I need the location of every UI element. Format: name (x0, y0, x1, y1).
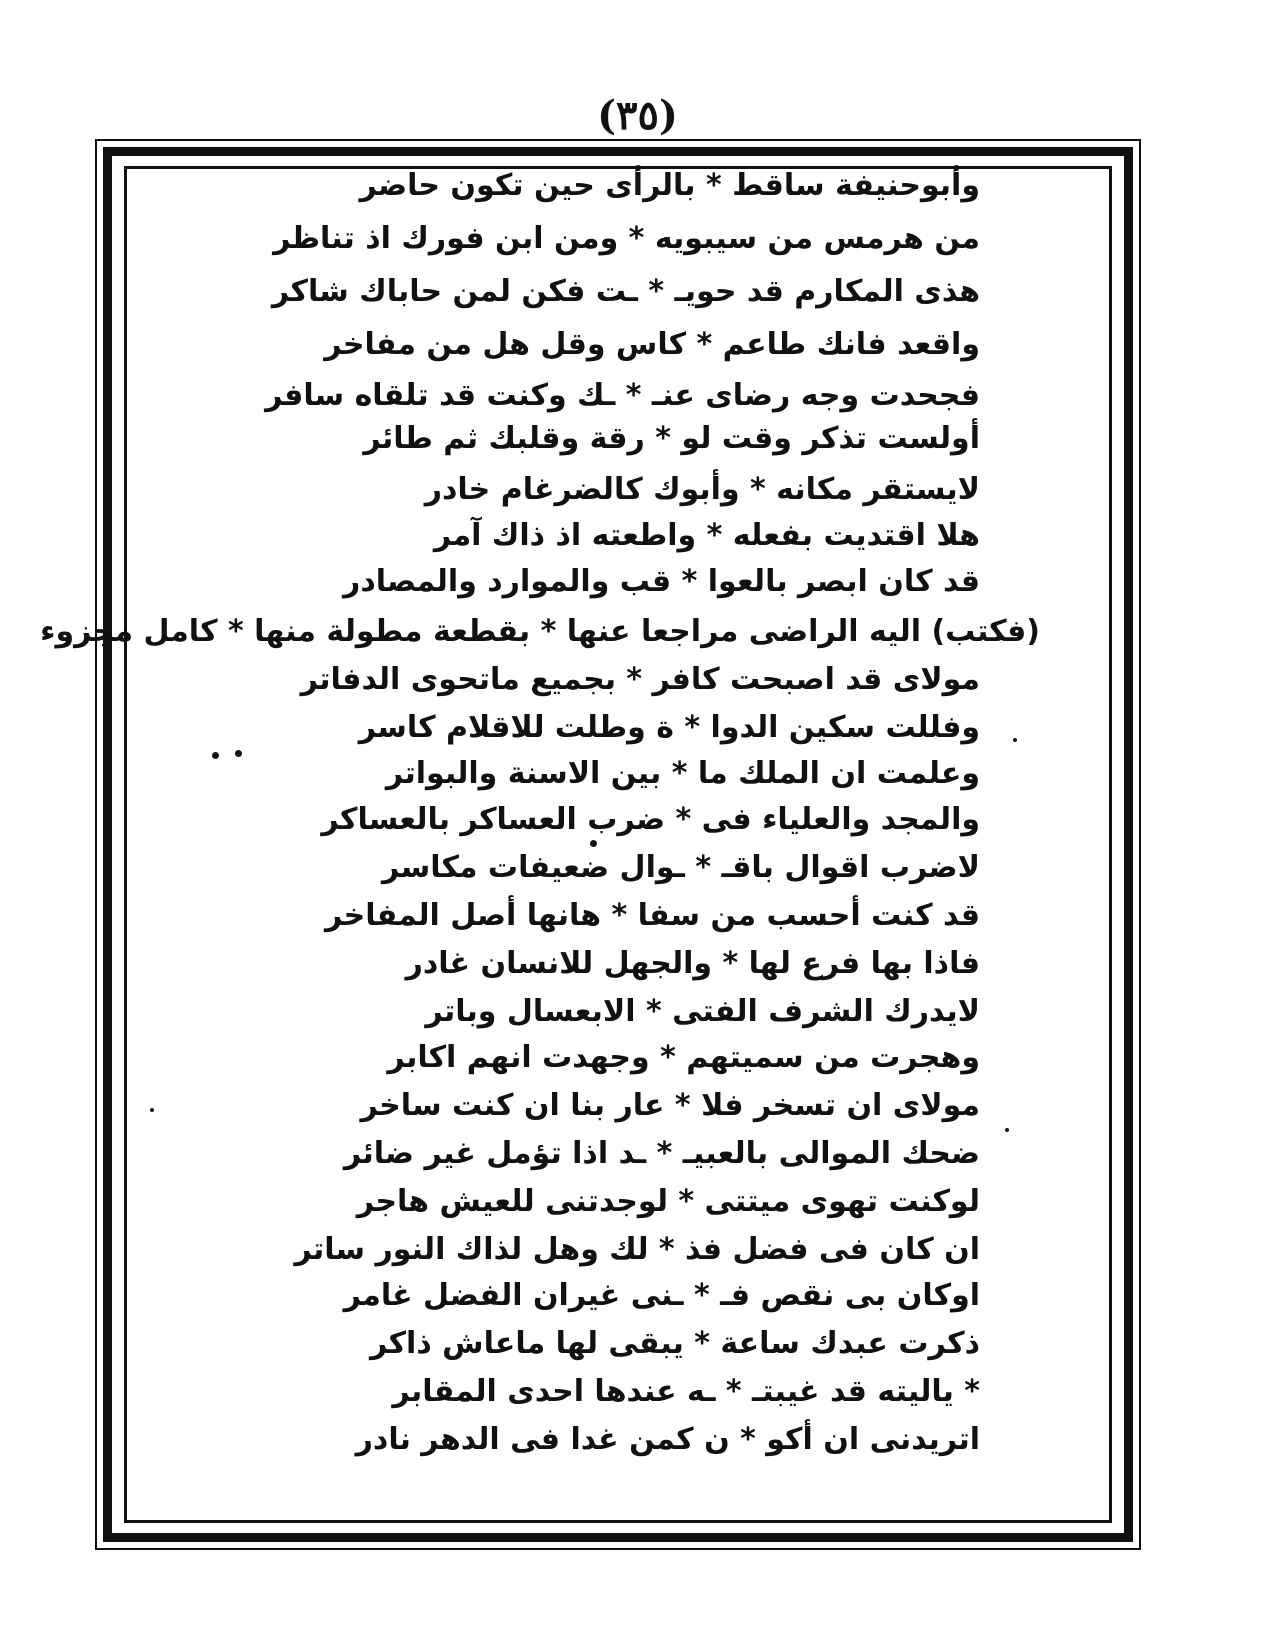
verse-line: والمجد والعلياء فى * ضرب العساكر بالعساكر (321, 802, 980, 837)
ink-speck (1005, 1128, 1009, 1132)
verse-line: قد كنت أحسب من سفا * هانها أصل المفاخر (324, 898, 980, 933)
verse-line: واقعد فانك طاعم * كاس وقل هل من مفاخر (324, 327, 980, 362)
verse-line: ان كان فى فضل فذ * لك وهل لذاك النور ساتر (294, 1232, 980, 1267)
verse-line: ذكرت عبدك ساعة * يبقى لها ماعاش ذاكر (369, 1326, 980, 1361)
verse-line-heading: (فكتب) اليه الراضى مراجعا عنها * بقطعة مطولة منها * كامل مجزوء (40, 614, 1040, 649)
verse-line: اوكان بى نقص فـ * ـنى غيران الفضل غامر (343, 1278, 980, 1313)
verse-line: لوكنت تهوى ميتتى * لوجدتنى للعيش هاجر (356, 1184, 980, 1219)
ink-speck (150, 1108, 154, 1112)
verse-line: أولست تذكر وقت لو * رقة وقلبك ثم طائر (363, 421, 980, 456)
verse-line: ضحك الموالى بالعبيـ * ـد اذا تؤمل غير ضائر (343, 1136, 980, 1171)
poem-text (40, 156, 1040, 1531)
page-number: (٣٥) (597, 92, 678, 139)
verse-line: اتريدنى ان أكو * ن كمن غدا فى الدهر نادر (355, 1422, 980, 1457)
verse-line: قد كان ابصر بالعوا * قب والموارد والمصادر (343, 564, 980, 599)
verse-line: هذى المكارم قد حويـ * ـت فكن لمن حاباك شاكر (271, 274, 980, 309)
ink-speck (212, 752, 219, 759)
verse-line: وهجرت من سميتهم * وجهدت انهم اكابر (387, 1040, 980, 1075)
verse-line: لايدرك الشرف الفتى * الابعسال وباتر (425, 994, 980, 1029)
verse-line: وفللت سكين الدوا * ة وطلت للاقلام كاسر (358, 710, 980, 745)
verse-line: مولاى ان تسخر فلا * عار بنا ان كنت ساخر (360, 1088, 980, 1123)
verse-line: لاضرب اقوال باقـ * ـوال ضعيفات مكاسر (382, 850, 980, 885)
ink-speck (590, 840, 597, 847)
verse-line: من هرمس من سيبويه * ومن ابن فورك اذ تناظر (273, 221, 980, 256)
verse-line: مولاى قد اصبحت كافر * بجميع ماتحوى الدفاتر (300, 662, 980, 697)
verse-line: وأبوحنيفة ساقط * بالرأى حين تكون حاضر (359, 168, 980, 203)
ink-speck (1013, 738, 1017, 742)
verse-line: * ياليته قد غيبتـ * ـه عندها احدى المقابر (392, 1374, 980, 1409)
verse-line: فاذا بها فرع لها * والجهل للانسان غادر (405, 946, 980, 981)
verse-line: فجحدت وجه رضاى عنـ * ـك وكنت قد تلقاه سافر (265, 378, 980, 413)
verse-line: هلا اقتديت بفعله * واطعته اذ ذاك آمر (433, 518, 980, 553)
verse-line: لايستقر مكانه * وأبوك كالضرغام خادر (424, 472, 980, 507)
verse-line: وعلمت ان الملك ما * بين الاسنة والبواتر (385, 756, 980, 791)
ink-speck (235, 750, 242, 757)
